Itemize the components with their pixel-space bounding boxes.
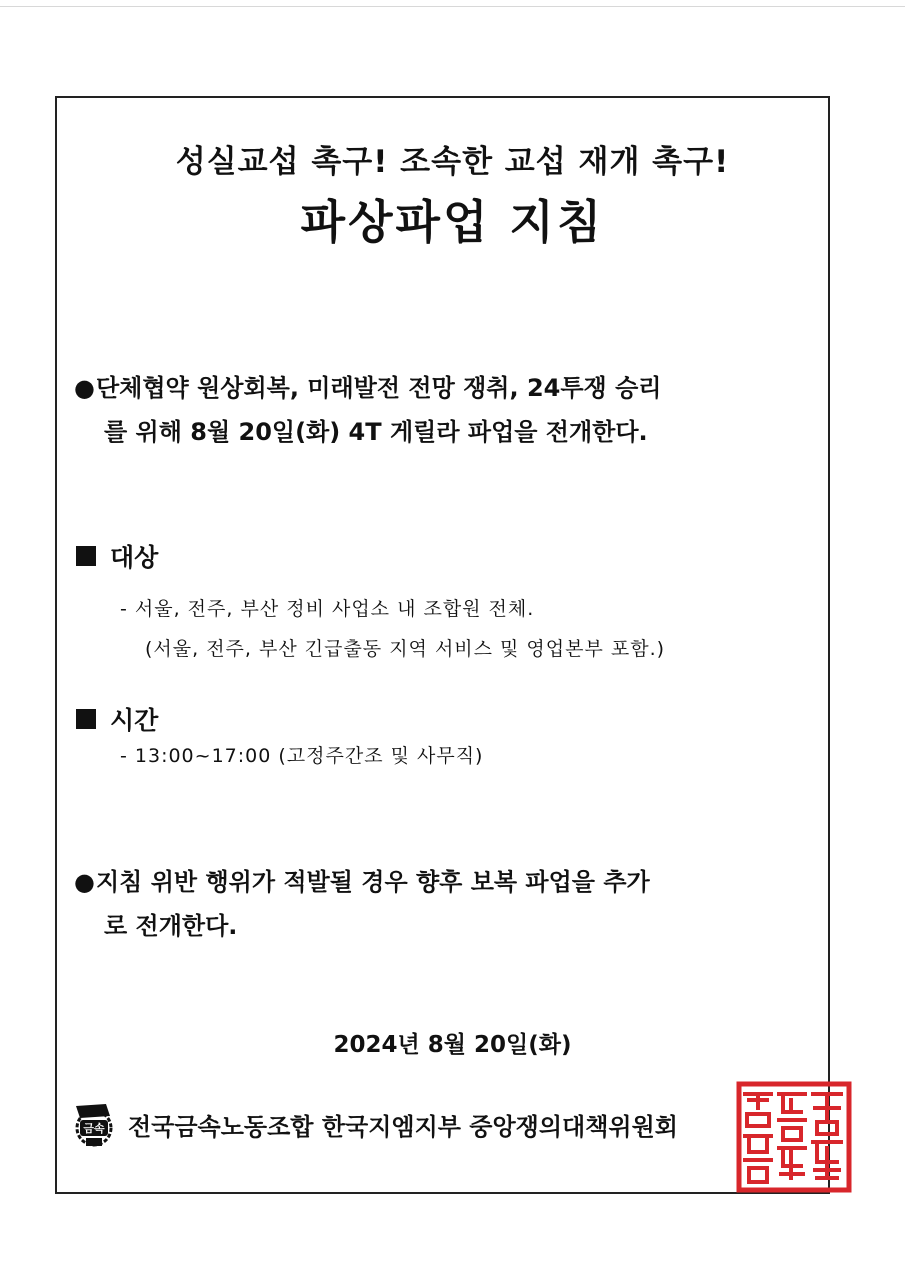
bullet-icon: ●: [74, 374, 95, 402]
section-heading-target: [76, 538, 158, 574]
issuer-line: [72, 1100, 678, 1148]
union-logo-icon: [72, 1100, 116, 1148]
section-heading-label: 대상: [110, 543, 159, 572]
warning-text-2: 로 전개한다.: [104, 912, 238, 940]
red-seal-stamp: [733, 1078, 855, 1196]
warning-line-1: [74, 860, 834, 904]
target-detail-1: - 서울, 전주, 부산 정비 사업소 내 조합원 전체.: [120, 598, 535, 620]
warning-paragraph: [74, 860, 834, 948]
headline: 성실교섭 촉구! 조속한 교섭 재개 촉구!: [175, 144, 730, 180]
intro-text-2: 를 위해 8월 20일(화) 4T 게릴라 파업을 전개한다.: [104, 418, 648, 446]
square-bullet-icon: [76, 709, 96, 729]
time-detail-1: - 13:00~17:00 (고정주간조 및 사무직): [120, 745, 484, 767]
logo-text: 금속: [83, 1122, 105, 1135]
square-bullet-icon: [76, 546, 96, 566]
issue-date: 2024년 8월 20일(화): [333, 1032, 572, 1058]
bullet-icon: ●: [74, 868, 95, 896]
section-heading-time: [76, 701, 158, 737]
warning-text-1: 지침 위반 행위가 적발될 경우 향후 보복 파업을 추가: [96, 868, 650, 896]
organization-name: 전국금속노동조합 한국지엠지부 중앙쟁의대책위원회: [128, 1112, 678, 1141]
scan-top-edge: [0, 6, 905, 7]
intro-text-1: 단체협약 원상회복, 미래발전 전망 쟁취, 24투쟁 승리: [96, 374, 662, 402]
document-title: 파상파업 지침: [300, 195, 605, 249]
section-heading-label: 시간: [110, 706, 159, 735]
intro-line-1: [74, 366, 834, 410]
intro-paragraph: [74, 366, 834, 454]
target-detail-2: (서울, 전주, 부산 긴급출동 지역 서비스 및 영업본부 포함.): [145, 638, 666, 660]
